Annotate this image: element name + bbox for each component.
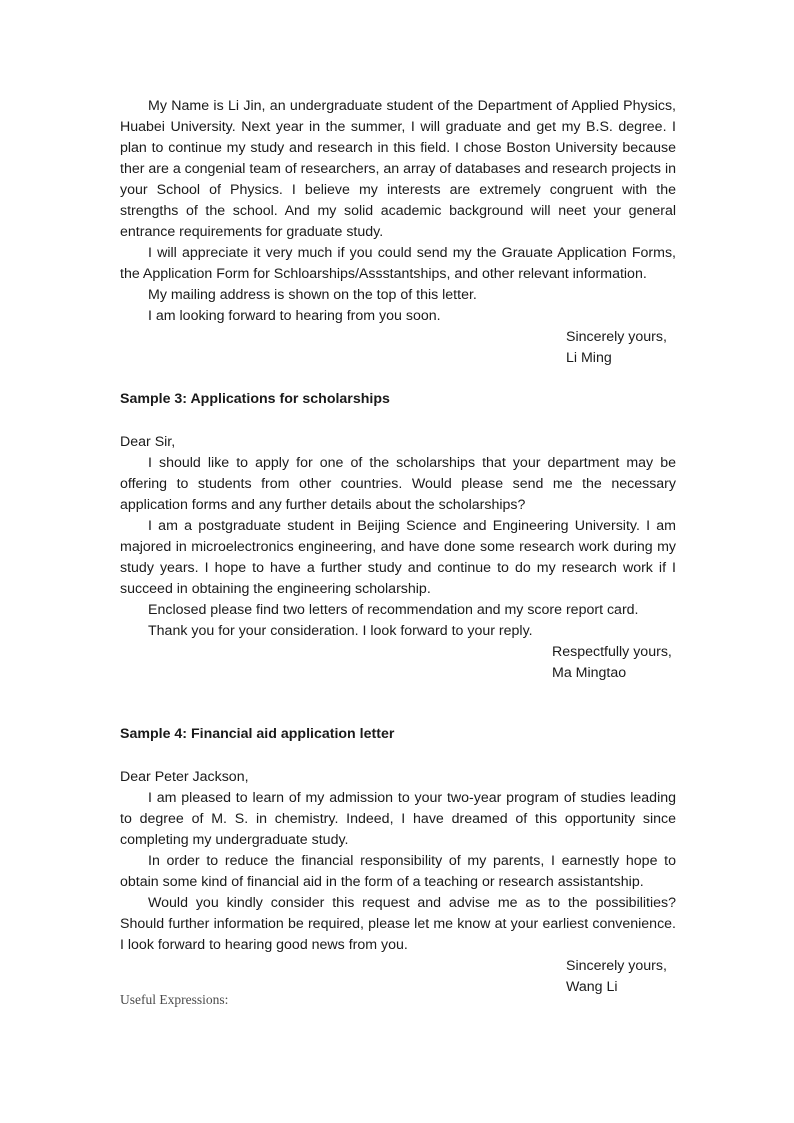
letter2-paragraph-1: My Name is Li Jin, an undergraduate student of the Department of Applied Physics, Huabei University. Next year in the summer, I will graduate and get my B.S. degree. I plan to continue my study and research in this field. I chose Boston University because ther are a congenial team of researchers, an array of databases and research projects in your School of Physics. I believe my interests are extremely congruent with the strengths of the school. And my solid academic background will neet your general entrance requirements for graduate study.	[120, 98, 676, 240]
letter2-closing: Sincerely yours,	[566, 329, 667, 345]
sample4-heading: Sample 4: Financial aid application letter	[120, 726, 395, 742]
letter2-paragraph-2: I will appreciate it very much if you could send my the Grauate Application Forms, the Application Form for Schloarships/Assstantships, and other relevant information.	[120, 245, 676, 282]
sample4-signature: Wang Li	[566, 979, 618, 995]
sample4-closing: Sincerely yours,	[566, 958, 667, 974]
document-body	[120, 96, 676, 998]
sample4-paragraph-1: I am pleased to learn of my admission to your two-year program of studies leading to degree of M. S. in chemistry. Indeed, I have dreamed of this opportunity since completing my undergraduate study.	[120, 790, 676, 848]
useful-expressions-heading: Useful Expressions:	[120, 992, 229, 1007]
letter2-signature: Li Ming	[566, 350, 612, 366]
sample4-paragraph-3: Would you kindly consider this request and advise me as to the possibilities? Should further information be required, please let me know at your earliest convenience. I look forward to hearing good news from you.	[120, 895, 676, 953]
sample3-salutation: Dear Sir,	[120, 434, 176, 450]
sample4-salutation: Dear Peter Jackson,	[120, 769, 249, 785]
sample3-heading: Sample 3: Applications for scholarships	[120, 391, 390, 407]
sample3-closing: Respectfully yours,	[552, 644, 672, 660]
letter2-paragraph-3: My mailing address is shown on the top of this letter.	[148, 287, 477, 303]
sample4-paragraph-2: In order to reduce the financial responsibility of my parents, I earnestly hope to obtain some kind of financial aid in the form of a teaching or research assistantship.	[120, 853, 676, 890]
sample3-paragraph-2: I am a postgraduate student in Beijing Science and Engineering University. I am majored in microelectronics engineering, and have done some research work during my study years. I hope to have a further study and continue to do my research work if I succeed in obtaining the engineering scholarship.	[120, 518, 676, 597]
sample3-paragraph-4: Thank you for your consideration. I look forward to your reply.	[148, 623, 533, 639]
sample3-paragraph-1: I should like to apply for one of the scholarships that your department may be offering to students from other countries. Would please send me the necessary application forms and any further details about the scholarships?	[120, 455, 676, 513]
sample3-paragraph-3: Enclosed please find two letters of recommendation and my score report card.	[148, 602, 639, 618]
sample3-signature: Ma Mingtao	[552, 665, 627, 681]
letter2-paragraph-4: I am looking forward to hearing from you soon.	[148, 308, 441, 324]
